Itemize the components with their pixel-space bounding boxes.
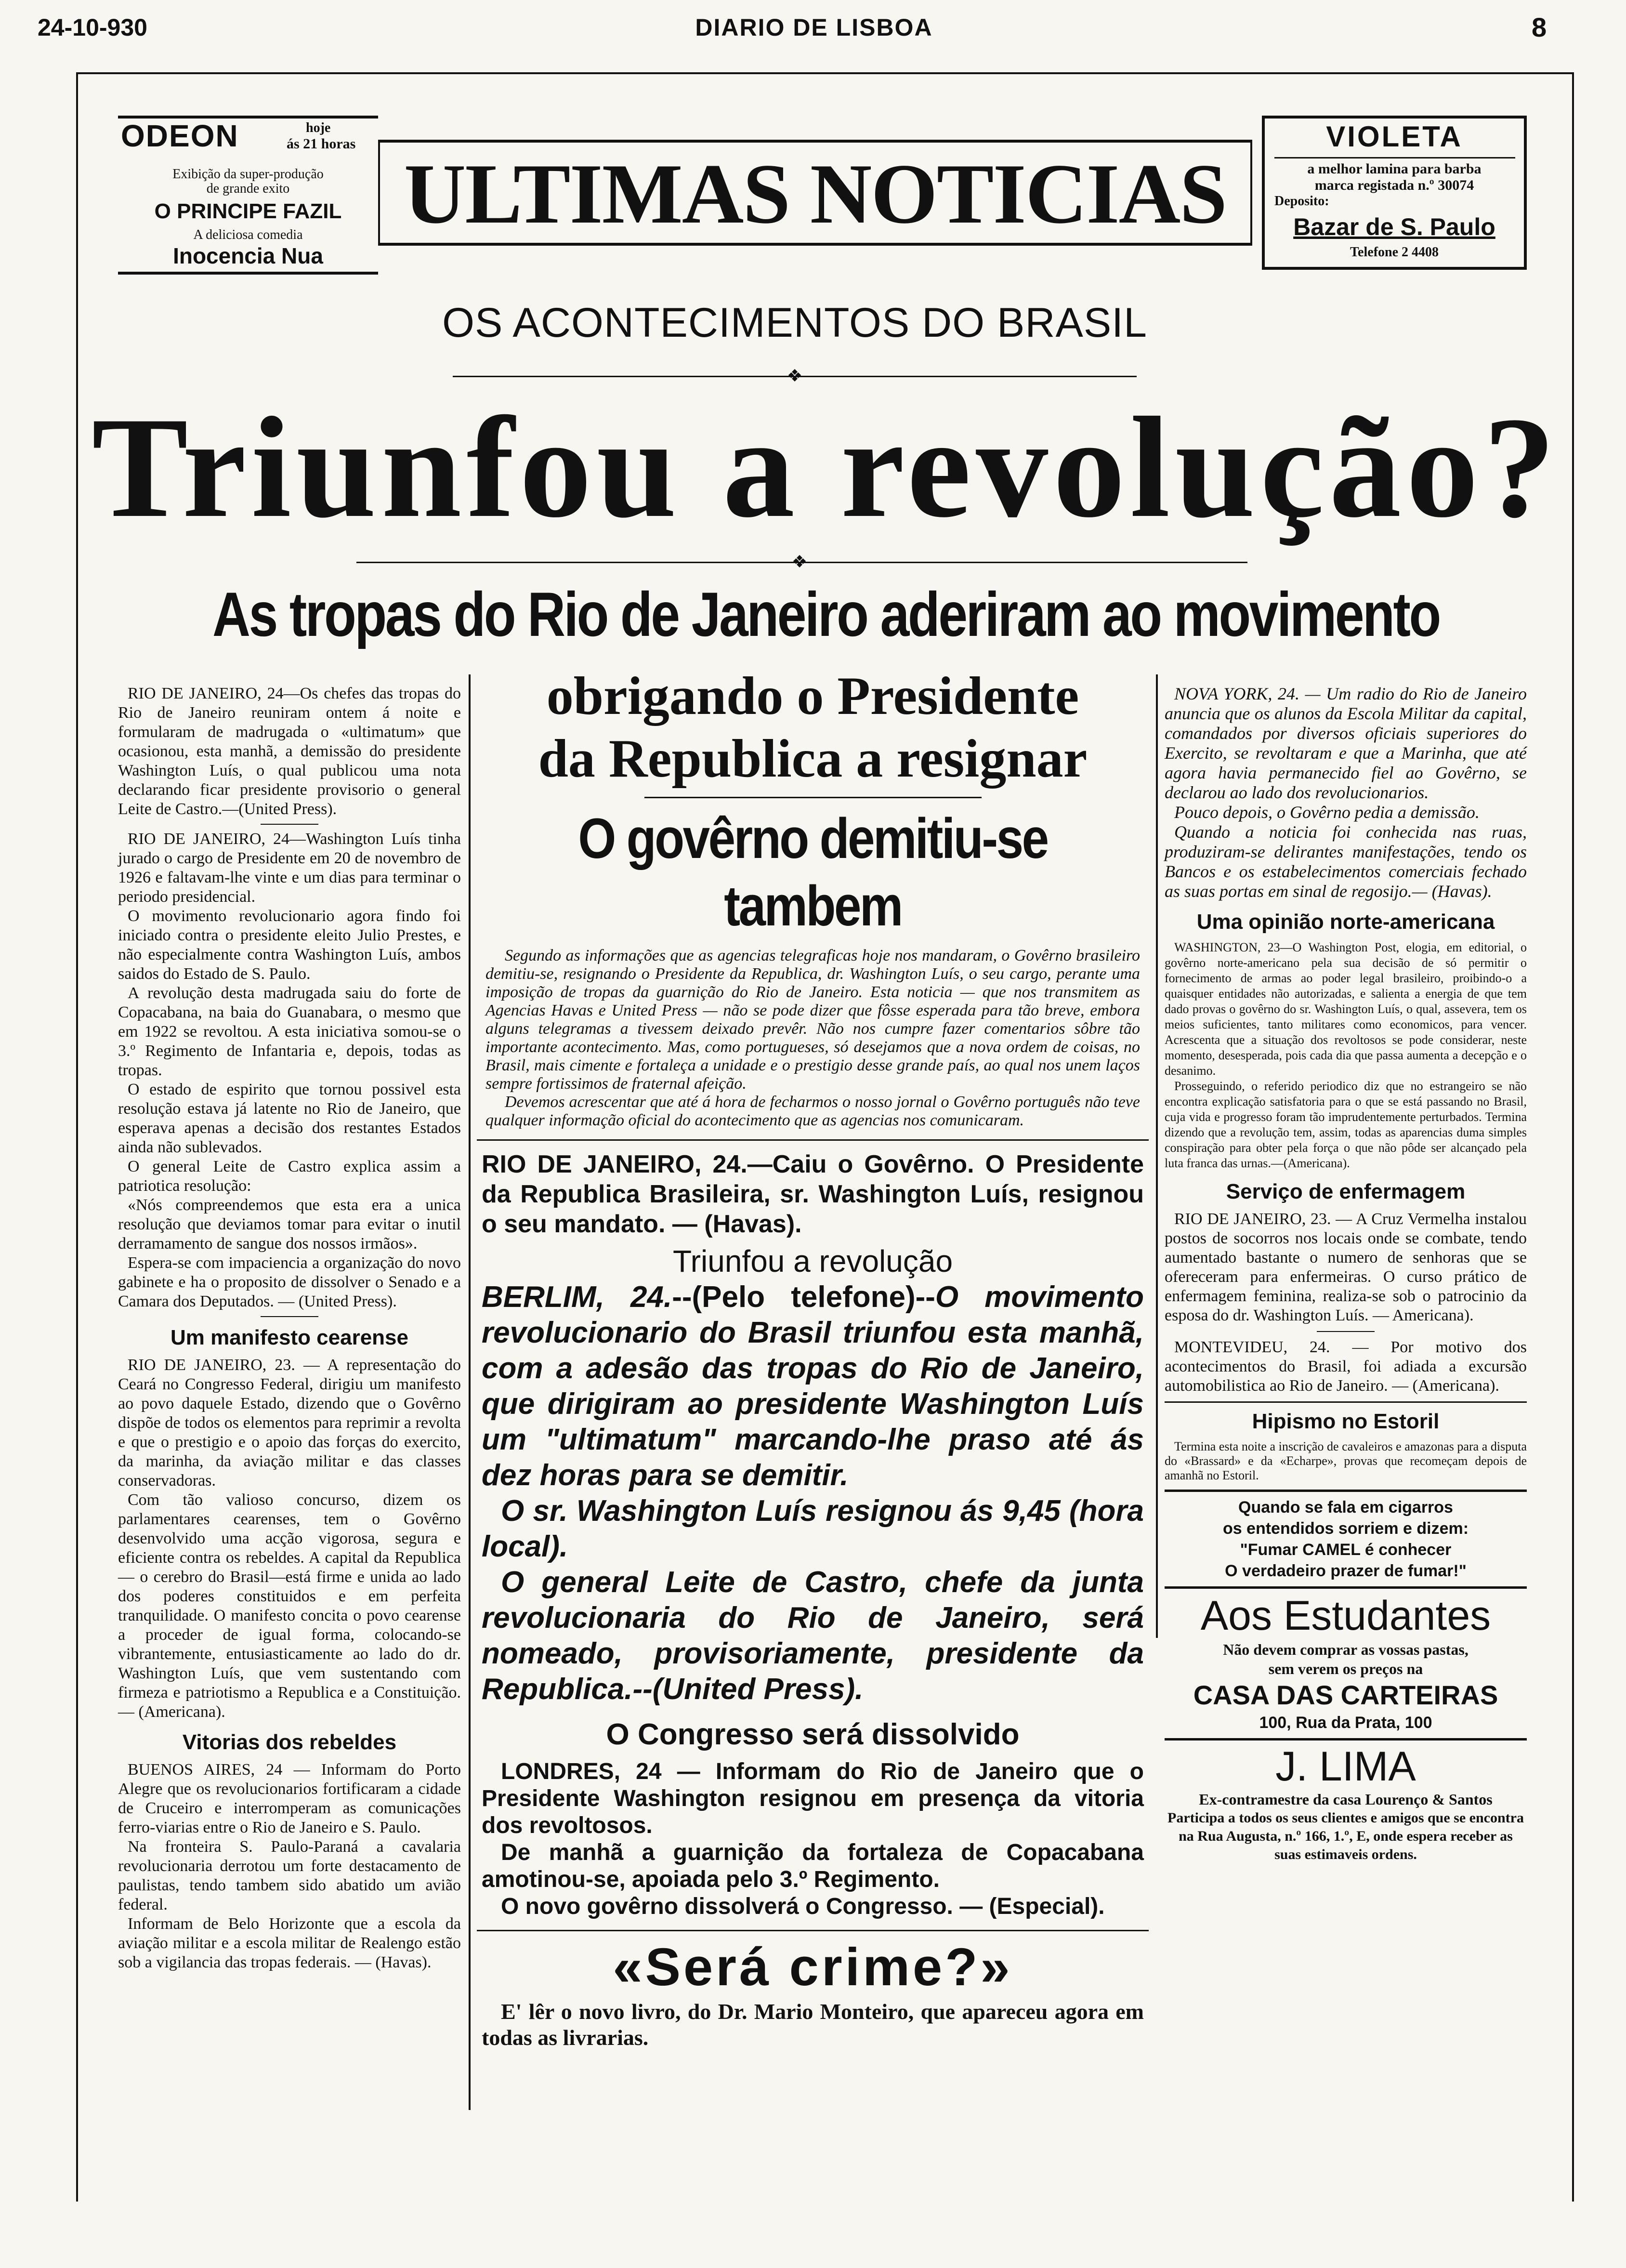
left-column	[118, 684, 461, 1972]
left-para-11: BUENOS AIRES, 24 — Informam do Porto Alegre que os revolucionarios fortificaram a cidade de Cruceiro e interromperam as comunicações ferro-viarias entre o Rio de Janeiro e S. Paulo.	[118, 1761, 461, 1836]
lima-subtitle: Ex-contramestre da casa Lourenço & Santos	[1199, 1791, 1493, 1808]
estudantes-title: Aos Estudantes	[1200, 1593, 1491, 1639]
newspaper-name: DIARIO DE LISBOA	[695, 14, 933, 41]
center-rio-dispatch: RIO DE JANEIRO, 24.—Caiu o Govêrno. O Presidente da Republica Brasileira, sr. Washington Luís, resignou o seu mandato. — (Havas).	[482, 1150, 1144, 1238]
left-para-13: Informam de Belo Horizonte que a escola da aviação militar e a escola militar de Realengo estão sob a vigilancia das tropas federais. — (Havas).	[118, 1915, 461, 1971]
masthead-title: ULTIMAS NOTICIAS	[404, 146, 1227, 241]
right-para-4: WASHINGTON, 23—O Washington Post, elogia, em editorial, o govêrno norte-americano pela sua decisão de só permitir o fornecimento de armas ao poder legal brasileiro, proibindo-o a quaisquer entidades não autorizadas, e salienta a energia de que tem dado provas o govêrno do sr. Washington Luís, o qual, assevera, tem os meios suficientes, tanto militares como economicos, para vencer. Acrescenta que a situação dos revoltosos se pode considerar, neste momento, desesperada, pois cada dia que passa aumenta a decepção e o desanimo.	[1165, 940, 1527, 1078]
lima-title: J. LIMA	[1275, 1743, 1416, 1790]
violeta-phone: Telefone 2 4408	[1350, 245, 1439, 260]
lima-text: Participa a todos os seus clientes e amigos que se encontra na Rua Augusta, n.º 166, 1.º, E, onde espera receber as suas estimaveis ordens.	[1167, 1810, 1524, 1862]
right-subhead-opiniao: Uma opinião norte-americana	[1196, 910, 1495, 934]
center-berlim-2: --(Pelo telefone)--	[672, 1280, 935, 1314]
masthead-box	[378, 140, 1252, 246]
center-head-2: da Republica a resignar	[538, 729, 1088, 789]
right-para-2: Pouco depois, o Govêrno pedia a demissão.	[1174, 803, 1480, 822]
odeon-line-3: A deliciosa comedia	[193, 227, 303, 242]
page-number: 8	[1532, 12, 1547, 42]
camel-line-2: os entendidos sorriem e dizem:	[1222, 1519, 1469, 1538]
violeta-line-1: a melhor lamina para barba	[1307, 161, 1482, 177]
camel-line-3: "Fumar CAMEL é conhecer	[1240, 1541, 1452, 1559]
violeta-name: VIOLETA	[1326, 120, 1463, 153]
violeta-line-3: Deposito:	[1274, 194, 1329, 209]
left-para-8: Espera-se com impaciencia a organização do novo gabinete e ha o proposito de dissolver o Senado e a Camara dos Deputados. — (United Press).	[118, 1254, 461, 1310]
violeta-shop: Bazar de S. Paulo	[1293, 213, 1495, 240]
left-para-2: RIO DE JANEIRO, 24—Washington Luís tinha jurado o cargo de Presidente em 20 de novembro de 1926 e faltavam-lhe vinte e um dias para terminar o periodo presidencial.	[118, 830, 461, 906]
center-berlim-1: BERLIM, 24.	[482, 1280, 672, 1314]
left-subhead-vitorias: Vitorias dos rebeldes	[182, 1730, 397, 1754]
odeon-line-1: Exibição da super-produção	[172, 167, 324, 182]
odeon-title-2: Inocencia Nua	[173, 243, 323, 268]
right-para-8: Termina esta noite a inscrição de cavaleiros e amazonas para a disputa do «Brassard» e da «Echarpe», provas que recomeçam depois de amanhã no Estoril.	[1165, 1439, 1527, 1482]
odeon-title-1: O PRINCIPE FAZIL	[154, 199, 342, 223]
right-column	[1165, 684, 1527, 1864]
column-rule-left	[469, 674, 471, 2110]
center-head-3: O govêrno demitiu-se tambem	[578, 807, 1048, 938]
section-title: OS ACONTECIMENTOS DO BRASIL	[442, 300, 1147, 346]
camel-line-4: O verdadeiro prazer de fumar!"	[1225, 1562, 1467, 1580]
estudantes-address: 100, Rua da Prata, 100	[1259, 1714, 1432, 1732]
main-headline: Triunfou a revolução?	[92, 387, 1560, 547]
left-para-3: O movimento revolucionario agora findo foi iniciado contra o presidente eleito Julio Prestes, e não especialmente contra Washington Luís, ambos saidos do Estado de S. Paulo.	[118, 907, 461, 983]
estudantes-line-1: Não devem comprar as vossas pastas,	[1223, 1641, 1469, 1658]
ornament-1: ❖	[787, 366, 803, 385]
odeon-name: ODEON	[121, 119, 239, 153]
center-intro-1: Segundo as informações que as agencias telegraficas hoje nos mandaram, o Govêrno brasileiro demitiu-se, resignando o Presidente da Republica, dr. Washington Luís, o seu cargo, perante uma imposição de tropas da guarnição do Rio de Janeiro. Esta noticia — que nos transmitem as Agencias Havas e United Press — não se pode dizer que fôsse esperada para tão breve, embora alguns telegramas a tivessem deixado prevêr. Não nos cumpre fazer comentarios sôbre tão importante acontecimento. Mas, como portugueses, só desejamos que a nova ordem de coisas, no Brasil, mais cimente e fortaleça a unidade e o prestigio desse grande país, ao qual nos unem laços sempre fortissimos de fraternal afeição.	[485, 947, 1140, 1093]
left-para-7: «Nós compreendemos que esta era a unica resolução que deviamos tomar para evitar o inutil derramamento de sangue dos nossos irmãos».	[118, 1196, 461, 1253]
left-para-4: A revolução desta madrugada saiu do forte de Copacabana, na baia do Guanabara, o mesmo que em 1922 se revoltou. A esta iniciativa somou-se o 3.º Regimento de Infantaria e, depois, todas as tropas.	[118, 984, 461, 1079]
ornament-2: ❖	[791, 552, 808, 571]
center-column	[477, 665, 1149, 2051]
crime-ad-title: «Será crime?»	[613, 1938, 1013, 1997]
odeon-line-2: de grande exito	[206, 181, 290, 196]
right-para-1: NOVA YORK, 24. — Um radio do Rio de Janeiro anuncia que os alunos da Escola Militar da capital, comandados por diversos oficiais superiores do Exercito, se revoltaram e que a Marinha, que até agora havia permanecido fiel ao Govêrno, se declarou ao lado dos revolucionarios.	[1165, 684, 1527, 802]
right-subhead-servico: Serviço de enfermagem	[1226, 1180, 1466, 1203]
right-subhead-hipismo: Hipismo no Estoril	[1252, 1410, 1440, 1433]
center-congresso-head: O Congresso será dissolvido	[606, 1718, 1020, 1751]
center-intro	[477, 947, 1149, 1130]
estudantes-shop: CASA DAS CARTEIRAS	[1193, 1680, 1498, 1710]
crime-ad-text: E' lêr o novo livro, do Dr. Mario Monteiro, que apareceu agora em todas as livrarias.	[482, 1999, 1144, 2050]
center-berlim-3: O movimento revolucionario do Brasil triunfou esta manhã, com a adesão das tropas do Rio de Janeiro, que dirigiram ao presidente Washington Luís um "ultimatum" marcando-lhe praso até ás dez horas para se demitir.	[482, 1280, 1144, 1492]
sub-headline: As tropas do Rio de Janeiro aderiram ao movimento	[212, 579, 1440, 649]
odeon-when-1: hoje	[306, 120, 331, 135]
violeta-ad	[1262, 116, 1527, 270]
right-para-5: Prosseguindo, o referido periodico diz que no estrangeiro se não encontra explicação satisfatoria para o que se está passando no Brasil, cuja vida e progresso foram tão imprudentemente perturbados. Termina dizendo que a revolução tem, assim, todas as aparencias duma simples conspiração para obter pela força o que não pôde ser alcançado pela luta franca das urnas.—(Americana).	[1165, 1079, 1527, 1170]
left-para-1: RIO DE JANEIRO, 24—Os chefes das tropas do Rio de Janeiro reuniram ontem á noite e formularam de madrugada o «ultimatum» que ocasionou, esta manhã, a demissão do presidente Washington Luís, o qual publicou uma nota declarando ficar presidente provisorio o general Leite de Castro.—(United Press).	[118, 685, 461, 818]
left-para-10: Com tão valioso concurso, dizem os parlamentares cearenses, tem o Govêrno desenvolvido uma acção vigorosa, segura e eficiente contra os rebeldes. A capital da Republica — o cerebro do Brasil—está firme e unida ao lado dos poderes constituidos e em perfeita tranquilidade. O manifesto concita o povo cearense a proceder de igual forma, colocando-se vibrantemente, entusiasticamente ao lado do dr. Washington Luís, que vem sustentando com firmeza e patriotismo a Republica e a Constituição. — (Americana).	[118, 1491, 461, 1721]
center-berlim-5: O general Leite de Castro, chefe da junta revolucionaria do Rio de Janeiro, será nomeado, provisoriamente, presidente da Republica.--(United Press).	[482, 1566, 1144, 1706]
center-londres-2: De manhã a guarnição da fortaleza de Copacabana amotinou-se, apoiada pelo 3.º Regimento.	[482, 1840, 1144, 1892]
estudantes-line-2: sem verem os preços na	[1268, 1660, 1423, 1677]
center-londres-3: O novo govêrno dissolverá o Congresso. — (Especial).	[501, 1894, 1105, 1919]
center-intro-2: Devemos acrescentar que até á hora de fecharmos o nosso jornal o Govêrno português não teve qualquer informação oficial do acontecimento que as agencias nos comunicaram.	[485, 1093, 1140, 1129]
right-para-6: RIO DE JANEIRO, 23. — A Cruz Vermelha instalou postos de socorros nos locais onde se combate, tendo aumentado bastante o numero de senhoras que se ofereceram para enfermeiras. O curso prático de enfermagem feminina, realiza-se sob o patrocinio da esposa do dr. Washington Luís. — Americana).	[1165, 1210, 1527, 1324]
left-para-9: RIO DE JANEIRO, 23. — A representação do Ceará no Congresso Federal, dirigiu um manifesto ao povo daquele Estado, dizendo que o Govêrno dispõe de todos os elementos para reprimir a revolta e que o prestigio e o apoio das forças do exercito, da marinha, da aviação militar e das classes conservadoras.	[118, 1356, 461, 1490]
left-para-6: O general Leite de Castro explica assim a patriotica resolução:	[118, 1158, 461, 1195]
odeon-when-2: ás 21 horas	[287, 136, 356, 152]
center-berlim-4: O sr. Washington Luís resignou ás 9,45 (hora local).	[482, 1494, 1144, 1563]
center-berlim	[477, 1279, 1149, 1707]
right-para-3: Quando a noticia foi conhecida nas ruas, produziram-se delirantes manifestações, tendo os Bancos e os estabelecimentos comerciais fechado as suas portas em sinal de regosijo.— (Havas).	[1165, 822, 1527, 901]
right-para-7: MONTEVIDEU, 24. — Por motivo dos acontecimentos do Brasil, foi adiada a excursão automobilistica ao Rio de Janeiro. — (Americana).	[1165, 1338, 1527, 1395]
column-rule-right	[1156, 674, 1158, 1638]
odeon-ad	[118, 116, 378, 275]
center-head-1: obrigando o Presidente	[546, 666, 1079, 726]
center-londres-1: LONDRES, 24 — Informam do Rio de Janeiro que o Presidente Washington resignou em presença da vitoria dos revoltosos.	[482, 1759, 1144, 1838]
camel-line-1: Quando se fala em cigarros	[1238, 1498, 1453, 1516]
center-triunfou: Triunfou a revolução	[672, 1244, 953, 1279]
left-para-5: O estado de espirito que tornou possivel esta resolução estava já latente no Rio de Janeiro, que esperava apenas a decisão dos restantes Estados ainda não sublevados.	[118, 1081, 461, 1156]
left-para-12: Na fronteira S. Paulo-Paraná a cavalaria revolucionaria derrotou um forte destacamento de paulistas, tendo tambem sido abatido um avião federal.	[118, 1838, 461, 1913]
violeta-line-2: marca registada n.º 30074	[1314, 177, 1474, 193]
center-londres	[477, 1758, 1149, 1920]
left-subhead-manifesto: Um manifesto cearense	[170, 1326, 408, 1349]
page-date: 24-10-930	[38, 14, 147, 41]
